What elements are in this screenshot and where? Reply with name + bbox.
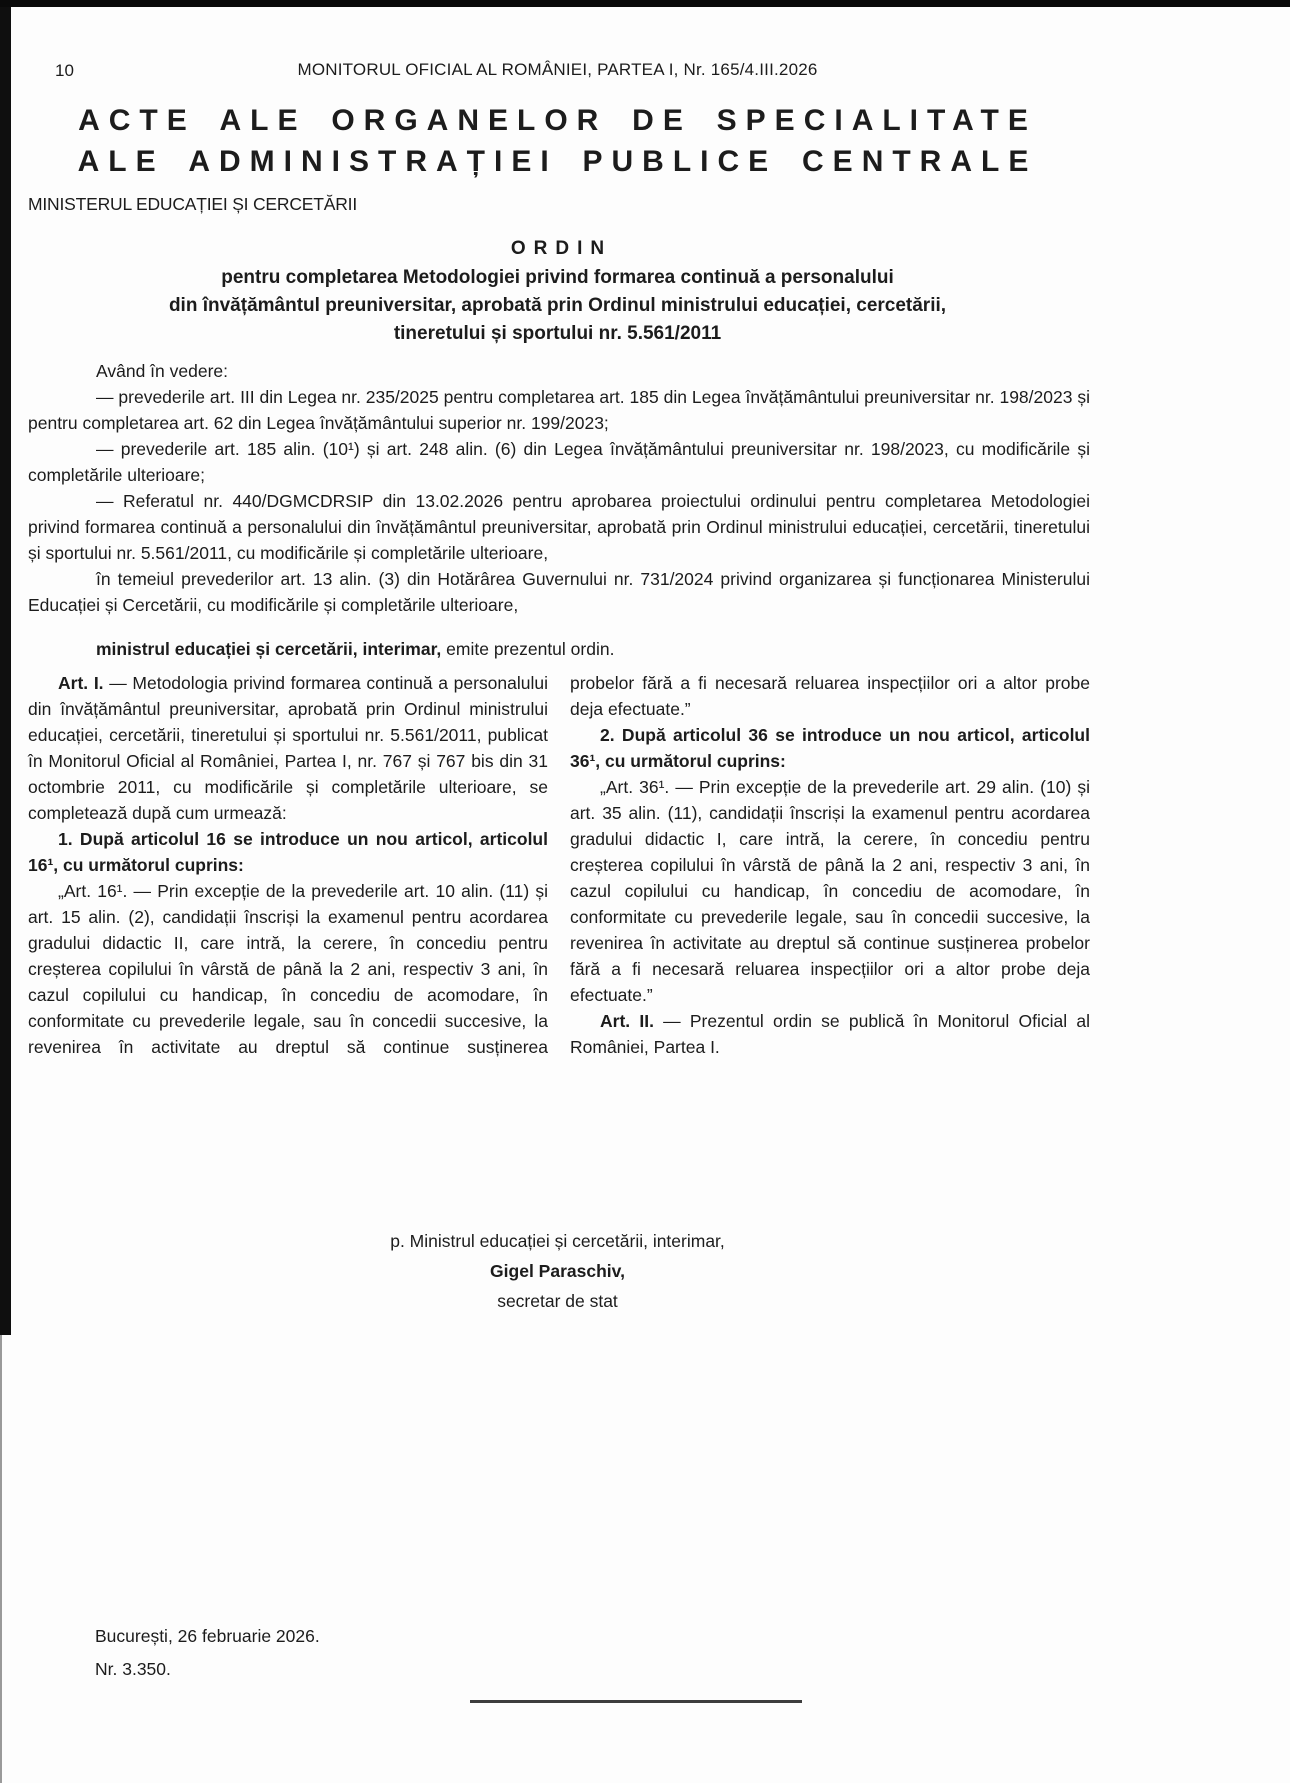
section-title — [25, 100, 1090, 182]
issue-details — [95, 1620, 320, 1686]
section-title-line-1: ACTE ALE ORGANELOR DE SPECIALITATE — [78, 104, 1037, 137]
preamble-item: în temeiul prevederilor art. 13 alin. (3) din Hotărârea Guvernului nr. 731/2024 privind organizarea și funcționarea Ministerului Educației și Cercetării, cu modificările și completările ulterioare, — [28, 569, 1090, 615]
page-number: 10 — [55, 61, 74, 80]
article-columns — [28, 670, 1090, 1060]
enacting-formula-rest: emite prezentul ordin. — [441, 639, 615, 659]
article-1-label: Art. I. — [58, 673, 104, 693]
running-header-text: MONITORUL OFICIAL AL ROMÂNIEI, PARTEA I, Nr. 165/4.III.2026 — [297, 60, 818, 79]
enacting-formula — [28, 636, 1090, 662]
order-title — [25, 264, 1090, 348]
enacting-formula-bold: ministrul educației și cercetării, interimar, — [96, 639, 442, 659]
amendment-1-body-continued: probelor fără a fi necesară reluarea inspecțiilor ori a altor probe deja efectuate.” — [570, 673, 1090, 719]
amendment-1-heading: 1. După articolul 16 se introduce un nou articol, articolul 16¹, cu următorul cuprins: — [28, 829, 548, 875]
preamble-intro: Având în vedere: — [96, 361, 228, 381]
column-left — [28, 670, 548, 1060]
article-2-text: — Prezentul ordin se publică în Monitorul Oficial al României, Partea I. — [570, 1011, 1090, 1057]
scan-edge-left — [0, 0, 11, 1335]
amendment-2-heading: 2. După articolul 36 se introduce un nou articol, articolul 36¹, cu următorul cuprins: — [570, 725, 1090, 771]
signature-name: Gigel Paraschiv, — [490, 1261, 625, 1281]
signature-role: secretar de stat — [497, 1291, 618, 1311]
end-of-act-rule — [470, 1700, 802, 1703]
order-kind-heading: ORDIN — [510, 238, 613, 259]
order-title-line-3: tineretului și sportului nr. 5.561/2011 — [393, 323, 722, 344]
article-2-paragraph — [570, 1008, 1090, 1060]
order-title-line-2: din învățământul preuniversitar, aprobată prin Ordinul ministrului educației, cercetării, — [168, 295, 947, 316]
running-head — [25, 60, 1090, 80]
issue-place-date: București, 26 februarie 2026. — [95, 1626, 320, 1646]
column-right — [570, 670, 1090, 1060]
article-1-paragraph — [28, 670, 548, 826]
issuing-ministry: MINISTERUL EDUCAȚIEI ȘI CERCETĂRII — [28, 194, 357, 214]
scan-edge-top — [0, 0, 1290, 7]
signature-block — [25, 1226, 1090, 1316]
preamble-item: — Referatul nr. 440/DGMCDRSIP din 13.02.2026 pentru aprobarea proiectului ordinului pentru completarea Metodologiei privind formarea continuă a personalului din învățământul preuniversitar, aprobată prin Ordinul ministrului educației, cercetării, tineretului și sportului nr. 5.561/2011, cu modificările și completările ulterioare, — [28, 491, 1090, 563]
order-title-line-1: pentru completarea Metodologiei privind formarea continuă a personalului — [221, 267, 894, 288]
section-title-line-2: ALE ADMINISTRAȚIEI PUBLICE CENTRALE — [77, 145, 1038, 178]
preamble-item: — prevederile art. 185 alin. (10¹) și art. 248 alin. (6) din Legea învățământului preuniversitar nr. 198/2023, cu modificările și completările ulterioare; — [28, 439, 1090, 485]
signature-on-behalf: p. Ministrul educației și cercetării, interimar, — [390, 1231, 725, 1251]
preamble-item: — prevederile art. III din Legea nr. 235/2025 pentru completarea art. 185 din Legea învățământului preuniversitar nr. 198/2023 și pentru completarea art. 62 din Legea învățământului superior nr. 199/2023; — [28, 387, 1090, 433]
preamble — [28, 358, 1090, 662]
article-2-label: Art. II. — [600, 1011, 654, 1031]
amendment-1-body: „Art. 16¹. — Prin excepție de la prevederile art. 10 alin. (11) și art. 15 alin. (2), candidații înscriși la examenul pentru acordarea gradului didactic II, care intră, la cerere, în concediu pentru creșterea copilului în vârstă de până la 2 ani, respectiv 3 ani, în cazul copilului cu handicap, în concediu de acomodare, în conformitate cu prevederile legale, sau în concedii succesive, la revenirea în activitate au dreptul să continue susținerea — [28, 881, 548, 1057]
issue-number: Nr. 3.350. — [95, 1659, 171, 1679]
article-1-text: — Metodologia privind formarea continuă a personalului din învățământul preuniversitar, aprobată prin Ordinul ministrului educației, cercetării, tineretului și sportului nr. 5.561/2011, publicat în Monitorul Oficial al României, Partea I, nr. 767 și 767 bis din 31 octombrie 2011, cu modificările și completările ulterioare, se completează după cum urmează: — [28, 673, 548, 823]
amendment-2-body: „Art. 36¹. — Prin excepție de la prevederile art. 29 alin. (10) și art. 35 alin. (11), candidații înscriși la examenul pentru acordarea gradului didactic I, care intră, la cerere, în concediu pentru creșterea copilului în vârstă de până la 2 ani, respectiv 3 ani, în cazul copilului cu handicap, în concediu de acomodare, în conformitate cu prevederile legale, sau în concedii succesive, la revenirea în activitate au dreptul să continue susținerea probelor fără a fi necesară reluarea inspecțiilor ori a altor probe deja efectuate.” — [570, 777, 1090, 1005]
